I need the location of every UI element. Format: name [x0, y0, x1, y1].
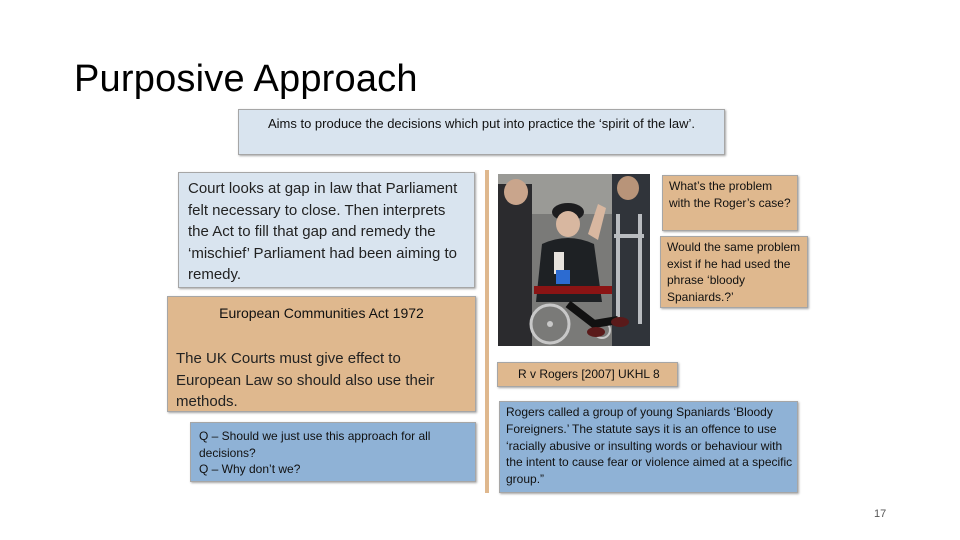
vertical-divider [485, 170, 489, 493]
same-problem-question-box [660, 236, 808, 308]
photo-illustration [498, 174, 650, 346]
rogers-facts-text: Rogers called a group of young Spaniards ‘Bloody Foreigners.’ The statute says it is an offence to use ‘racially abusive or insulting words or behaviour with the intent to cause fear or violence aimed at a specific group.” [506, 405, 793, 487]
case-citation-box [497, 362, 678, 387]
rogers-facts-box [499, 401, 798, 493]
question-line-1: Q – Should we just use this approach for all decisions? [199, 429, 431, 460]
case-citation-text: R v Rogers [2007] UKHL 8 [518, 367, 660, 381]
aim-text: Aims to produce the decisions which put into practice the ‘spirit of the law’. [267, 116, 696, 131]
rogers-photo [498, 174, 650, 346]
question-box [190, 422, 476, 482]
page-number: 17 [874, 508, 887, 520]
problem-question-box [662, 175, 798, 231]
slide-title: Purposive Approach [74, 58, 418, 100]
same-problem-question-text: Would the same problem exist if he had used the phrase ‘bloody Spaniards.?’ [667, 240, 801, 304]
eca-body: The UK Courts must give effect to European Law so should also use their methods. [176, 350, 435, 410]
question-line-2: Q – Why don’t we? [199, 462, 301, 476]
court-text: Court looks at gap in law that Parliament felt necessary to close. Then interprets the Act to fill that gap and remedy the ‘mischief’ Parliament had been aiming to remedy. [188, 180, 458, 283]
aim-box [238, 109, 725, 155]
problem-question-text: What’s the problem with the Roger’s case? [669, 179, 791, 210]
eca-title: European Communities Act 1972 [219, 305, 424, 321]
court-box [178, 172, 475, 288]
eca-box [167, 296, 476, 412]
